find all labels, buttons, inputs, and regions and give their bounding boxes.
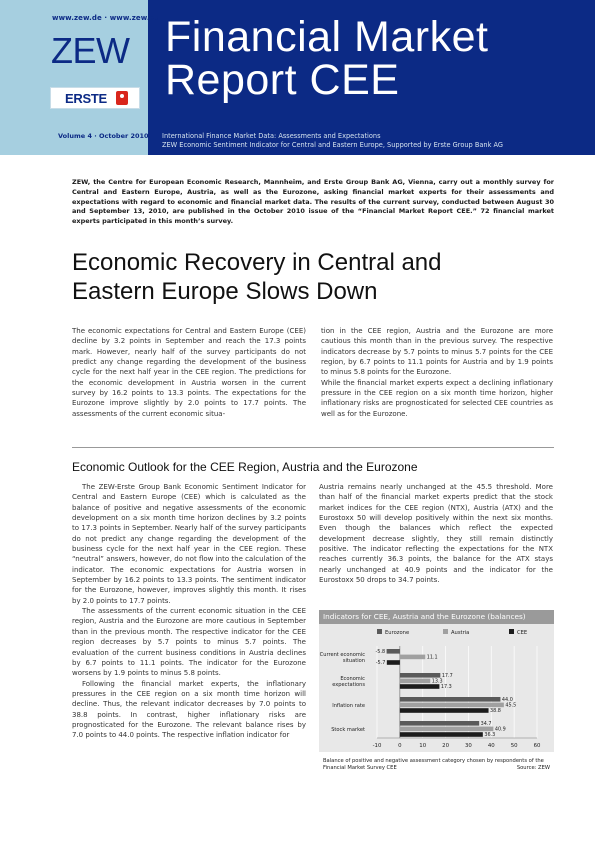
data-label: 40.9 (494, 726, 506, 733)
chart-note: Balance of positive and negative assessment category chosen by respondents of the Financial Market Survey CEE (323, 758, 544, 771)
bar (400, 721, 479, 726)
body-column-1 (72, 482, 306, 741)
section-heading: Economic Outlook for the CEE Region, Austria and the Eurozone (72, 460, 418, 474)
bar (400, 708, 489, 713)
x-tick-label: 30 (464, 743, 472, 749)
headline-line2: Eastern Europe Slows Down (72, 278, 378, 305)
erste-logo-text: ERSTE (65, 91, 107, 106)
body-paragraph: The ZEW-Erste Group Bank Economic Sentiment Indicator for Central and Eastern Europe (CEE) which is calculated as the balance of positive and negative assessments of the economic development on a six month time horizon declines by 3.2 points to 17.3 points in September. Nearly half of the survey participants do not predict any change regarding the development of the business cycle for the next half year in the CEE region. These “neutral” answers, however, do not flow into the calculation of the indicator. The economic expectations for Austria worsen in September by 16.2 points to 13.3 points. The sentiment indicator for the Eurozone, however, improves slightly this month. It rises by 2.0 points to 17.7 points. (72, 483, 306, 605)
category-label: Economic (340, 675, 365, 682)
summary-paragraph: tion in the CEE region, Austria and the Eurozone are more cautious this month than in the previous survey. The respective indicators decrease by 5.7 points to minus 5.7 points for the CEE region, by 6.7 points to 11.1 points for Austria and by 1.9 points to minus 5.8 points for the Eurozone. (321, 327, 553, 377)
chart-svg (319, 624, 554, 752)
body-column-2 (319, 482, 553, 585)
bar (387, 649, 400, 654)
chart-title: Indicators for CEE, Austria and the Eurozone (balances) (319, 610, 554, 624)
bar (400, 655, 425, 660)
data-label: 17.7 (441, 673, 453, 679)
zew-logo: ZEW (51, 30, 130, 71)
body-paragraph: The assessments of the current economic situation in the CEE region, Austria and the Eurozone are more cautious in September than in the previous month. The respective indicator for the CEE region decreases by 5.7 points to minus 5.7 points. The evaluation of the current business conditions in Austria declines by 6.7 points to 11.1 points. The indicator for the Eurozone worsens by 1.9 points to minus 5.8 points. (72, 607, 306, 678)
bar (400, 684, 440, 689)
body-paragraph: Following the financial market experts, the inflationary pressures in the CEE region on a six month time horizon will decline. Thus, the relevant indicator decreases by 7.0 points to 38.8 points. In contrast, higher inflationary risks are prognosticated for the Eurozone. The relevant balance rises by 7.0 points to 44.0 points. The respective inflation indicator for (72, 679, 306, 740)
indicator-chart (319, 610, 554, 778)
body-paragraph: Austria remains nearly unchanged at the 45.5 threshold. More than half of the financial market experts predict that the stock market indices for the CEE region (NTX), Austria (ATX) and the Eurostoxx 50 will develop positively within the next six months. Even though the balances which reflect the expected development decrease slightly, they still remain distinctly positive. The indicator reflecting the expectations for the NTX reaches currently 36.3 points, the balance for the ATX stays nearly unchanged at 40.9 points and the indicator for the Eurostoxx 50 drops to 34.7 points. (319, 483, 553, 585)
data-label: 34.7 (480, 721, 492, 727)
summary-column-2 (321, 326, 553, 419)
x-tick-label: -10 (372, 743, 382, 749)
chart-plot-area (319, 624, 554, 752)
x-tick-label: 20 (442, 743, 450, 749)
subtitle-line1: International Finance Market Data: Assessments and Expectations (162, 132, 381, 140)
legend-swatch (509, 629, 514, 634)
report-title-line2: Report CEE (165, 56, 400, 104)
intro-paragraph: ZEW, the Centre for European Economic Research, Mannheim, and Erste Group Bank AG, Vienna, carry out a monthly survey for Central and Eastern Europe, Austria, as well as the Eurozone, asking financial market experts for their assessments and expectations with regard to economic and financial market data. The results of the current survey, conducted between August 30 and September 13, 2010, are published in the October 2010 issue of the “Financial Market Report CEE.” 72 financial market experts participated in this month’s survey. (72, 178, 554, 226)
chart-source: Source: ZEW (516, 764, 550, 771)
bar (400, 697, 501, 702)
bar (400, 679, 430, 684)
erste-s-icon (116, 91, 128, 105)
legend-label: Austria (451, 630, 470, 636)
data-label: -5.7 (375, 660, 386, 667)
x-tick-label: 50 (510, 743, 518, 749)
legend-label: CEE (517, 630, 528, 636)
bar (400, 732, 483, 737)
x-tick-label: 0 (398, 743, 402, 749)
data-label: 11.1 (426, 654, 438, 661)
data-label: 17.3 (440, 684, 452, 691)
bar (400, 673, 440, 678)
summary-paragraph: The economic expectations for Central and Eastern Europe (CEE) decline by 3.2 points in September and reach the 17.3 points mark. However, nearly half of the survey participants do not predict any change regarding the development of the business cycle for the next half year in the CEE region. The predictions for the economic development in Austria worsen in the current survey by 16.2 points to 13.3 points. The expectations for the Eurozone improve slightly by 2.0 points to 17.7 points. The assessments of the current economic situa- (72, 327, 306, 418)
bar (400, 727, 493, 732)
data-label: 36.3 (484, 732, 496, 739)
x-tick-label: 40 (487, 743, 495, 749)
data-label: 45.5 (505, 702, 517, 709)
headline-line1: Economic Recovery in Central and (72, 249, 442, 276)
website-urls[interactable]: www.zew.de · www.zew.eu (52, 14, 160, 22)
legend-label: Eurozone (385, 630, 410, 636)
report-title-line1: Financial Market (165, 13, 489, 61)
x-tick-label: 10 (419, 743, 427, 749)
bar (400, 703, 504, 708)
legend-swatch (377, 629, 382, 634)
summary-column-1 (72, 326, 306, 419)
summary-paragraph: While the financial market experts expect a declining inflationary pressure in the CEE region on a six month time horizon, higher inflationary risks are prognosticated for selected CEE countries as well as for the Eurozone. (321, 378, 553, 418)
data-label: 44.0 (501, 697, 513, 703)
data-label: 38.8 (490, 708, 501, 715)
volume-label: Volume 4 · October 2010 (58, 132, 149, 140)
category-label: expectations (332, 682, 365, 688)
data-label: 13.3 (431, 678, 443, 685)
subtitle-line2: ZEW Economic Sentiment Indicator for Central and Eastern Europe, Supported by Erste Group Bank AG (162, 141, 503, 149)
report-subtitle (162, 132, 503, 150)
category-label: Current economic (319, 651, 365, 658)
bar (387, 660, 400, 665)
category-label: Inflation rate (332, 702, 365, 709)
x-tick-label: 60 (533, 743, 541, 749)
category-label: Stock market (331, 726, 365, 733)
category-label: situation (342, 658, 365, 664)
report-title (165, 13, 489, 104)
data-label: -5.8 (375, 649, 386, 655)
erste-logo (50, 87, 140, 109)
legend-swatch (443, 629, 448, 634)
article-headline (72, 248, 552, 306)
section-divider (72, 447, 554, 448)
